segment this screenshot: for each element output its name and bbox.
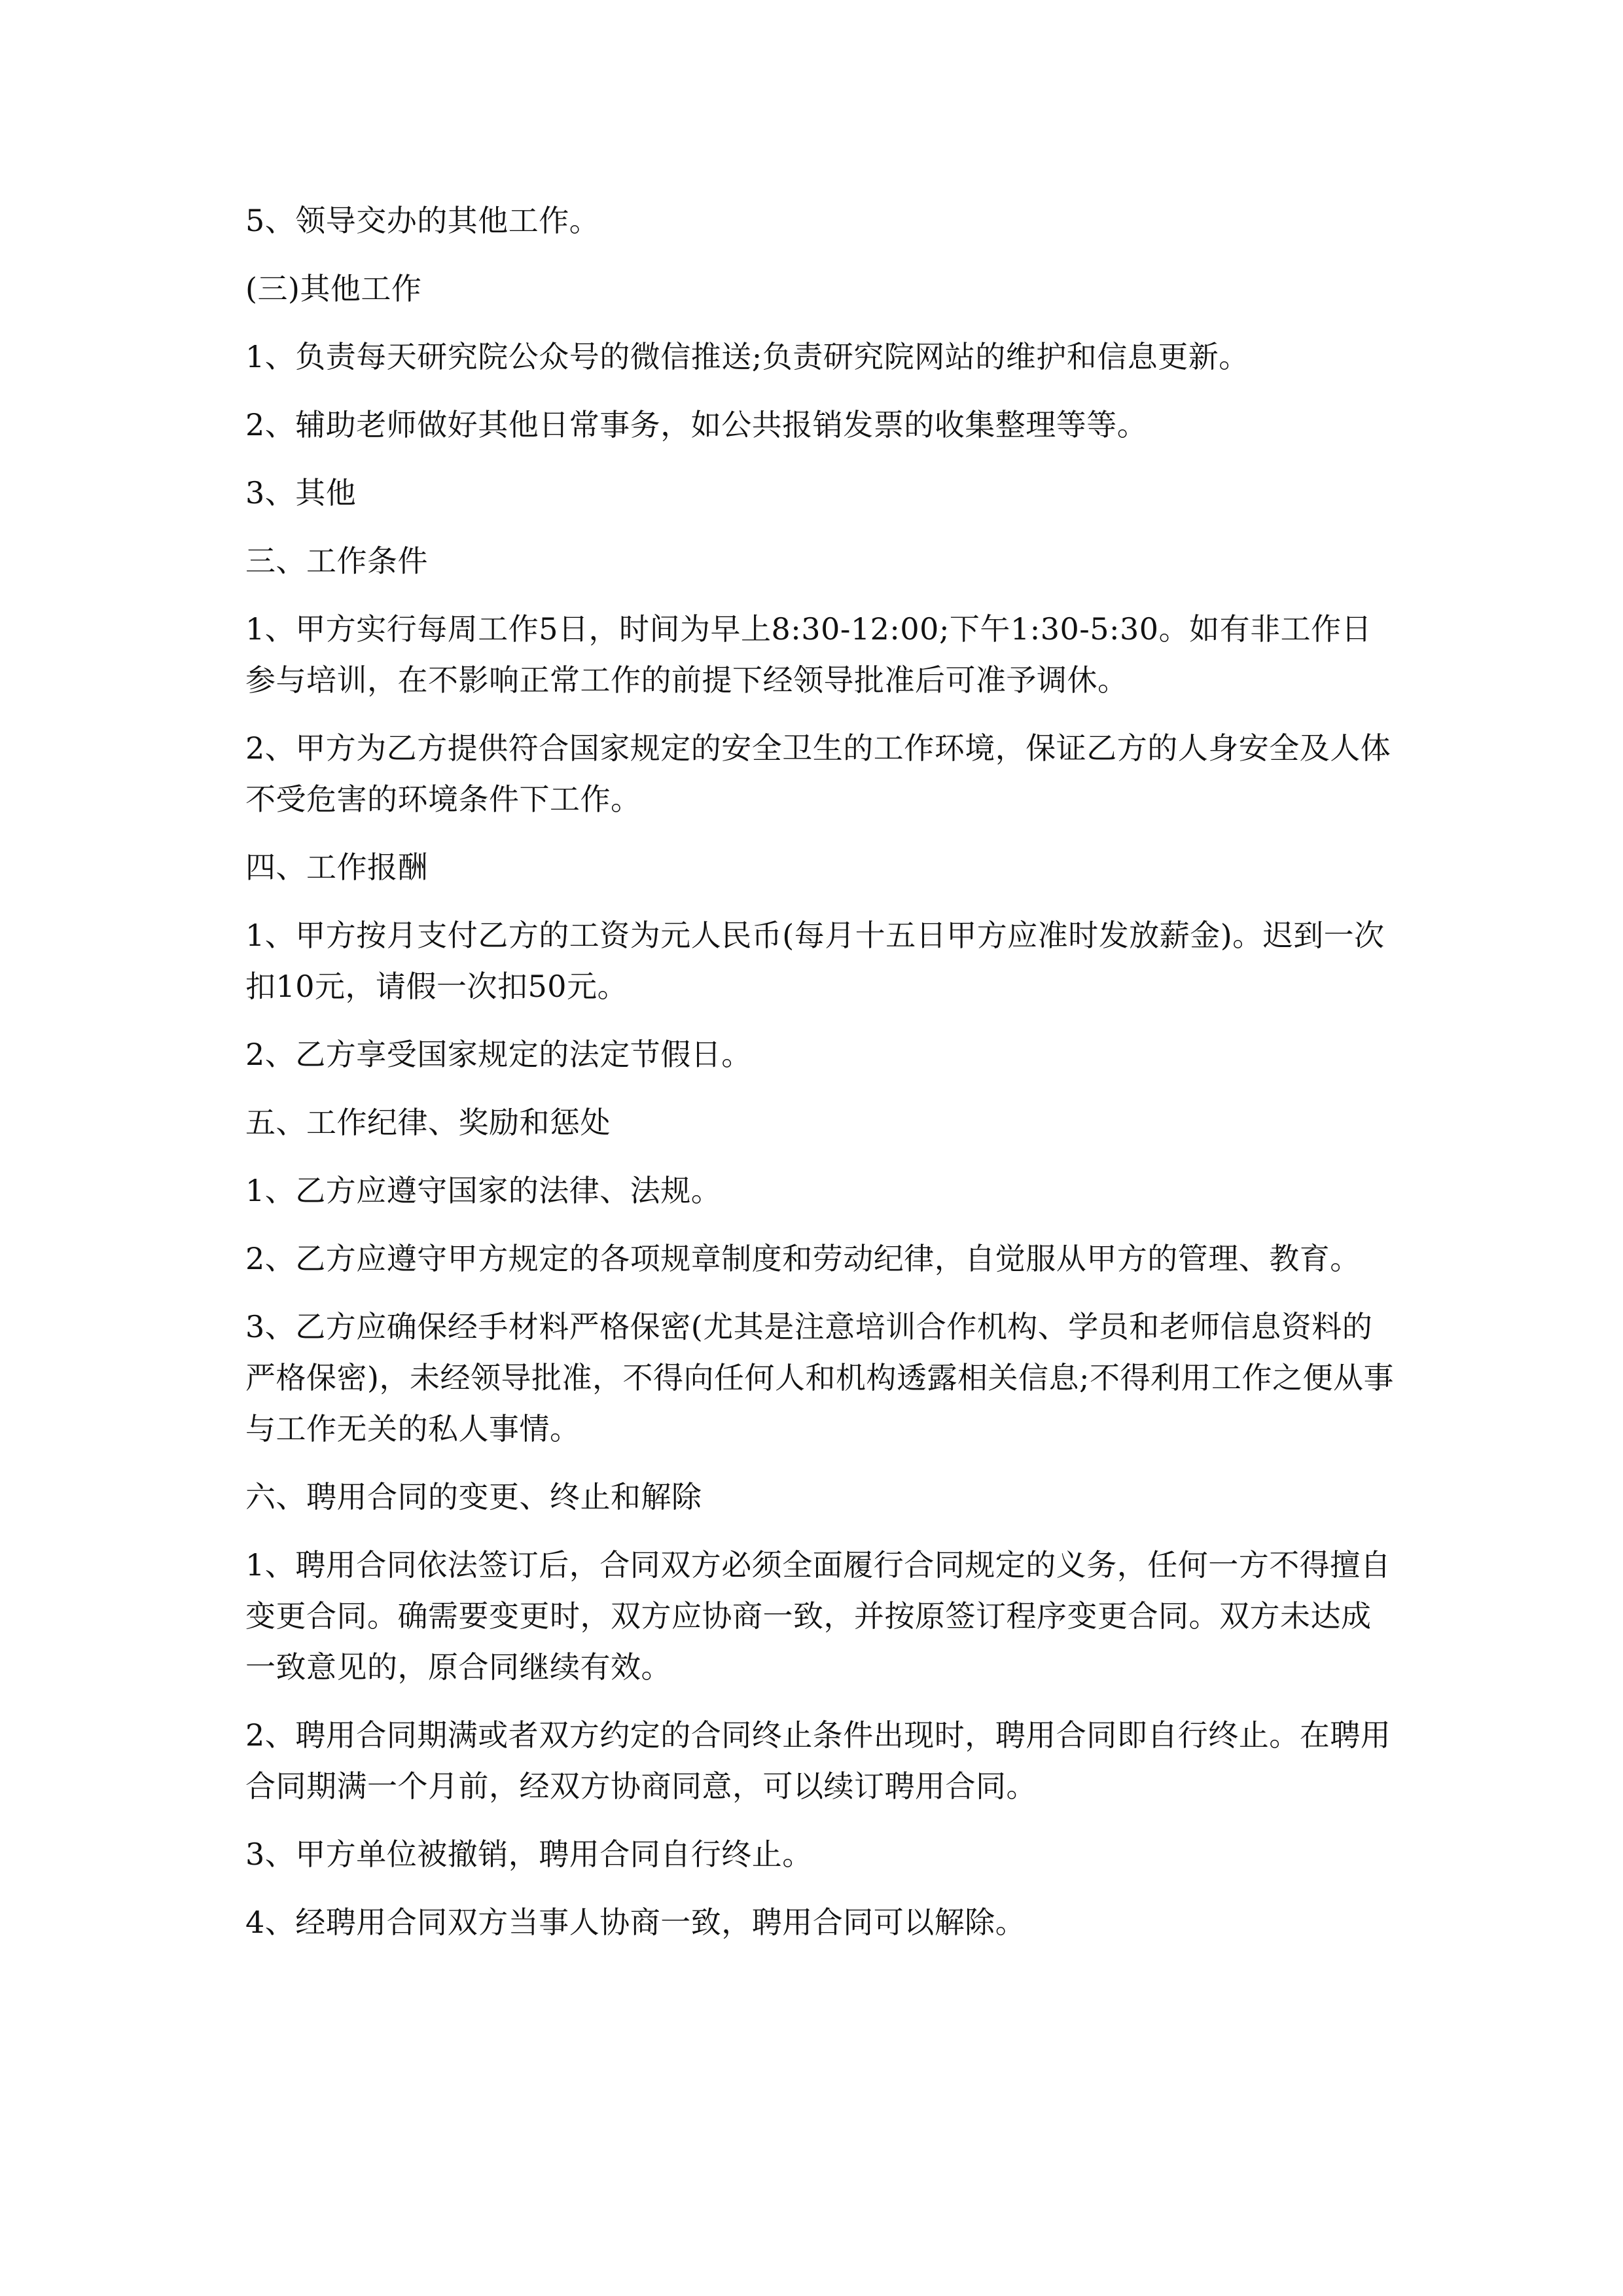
paragraph-other: 3、其他 — [245, 475, 357, 511]
section-heading-contract-changes: 六、聘用合同的变更、终止和解除 — [245, 1479, 702, 1515]
section-heading-remuneration: 四、工作报酬 — [245, 850, 428, 885]
paragraph-holidays: 2、乙方享受国家规定的法定节假日。 — [245, 1037, 752, 1072]
paragraph-contract-expiry: 2、聘用合同期满或者双方约定的合同终止条件出现时，聘用合同即自行终止。在聘用合同期满一个月前，经双方协商同意，可以续订聘用合同。 — [245, 1717, 1391, 1804]
paragraph-mutual-termination: 4、经聘用合同双方当事人协商一致，聘用合同可以解除。 — [245, 1905, 1026, 1940]
paragraph-confidentiality: 3、乙方应确保经手材料严格保密(尤其是注意培训合作机构、学员和老师信息资料的严格保密)，未经领导批准，不得向任何人和机构透露相关信息;不得利用工作之便从事与工作无关的私人事情。 — [245, 1309, 1394, 1446]
paragraph-unit-revoked: 3、甲方单位被撤销，聘用合同自行终止。 — [245, 1837, 813, 1872]
paragraph-work-hours: 1、甲方实行每周工作5日，时间为早上8:30-12:00;下午1:30-5:30。如有非工作日参与培训，在不影响正常工作的前提下经领导批准后可准予调休。 — [245, 611, 1372, 698]
paragraph-contract-change: 1、聘用合同依法签订后，合同双方必须全面履行合同规定的义务，任何一方不得擅自变更合同。确需要变更时，双方应协商一致，并按原签订程序变更合同。双方未达成一致意见的，原合同继续有效。 — [245, 1547, 1391, 1685]
paragraph-assist-teachers: 2、辅助老师做好其他日常事务，如公共报销发票的收集整理等等。 — [245, 407, 1148, 442]
paragraph-wechat-website: 1、负责每天研究院公众号的微信推送;负责研究院网站的维护和信息更新。 — [245, 339, 1249, 374]
paragraph-safe-environment: 2、甲方为乙方提供符合国家规定的安全卫生的工作环境，保证乙方的人身安全及人体不受危害的环境条件下工作。 — [245, 730, 1391, 817]
paragraph-item-5-other-tasks: 5、领导交办的其他工作。 — [245, 203, 600, 238]
section-heading-discipline: 五、工作纪律、奖励和惩处 — [245, 1105, 611, 1140]
section-heading-work-conditions: 三、工作条件 — [245, 543, 428, 579]
paragraph-obey-laws: 1、乙方应遵守国家的法律、法规。 — [245, 1173, 722, 1208]
section-heading-other-work: (三)其他工作 — [245, 271, 422, 306]
paragraph-obey-rules: 2、乙方应遵守甲方规定的各项规章制度和劳动纪律，自觉服从甲方的管理、教育。 — [245, 1241, 1361, 1276]
paragraph-salary: 1、甲方按月支付乙方的工资为元人民币(每月十五日甲方应准时发放薪金)。迟到一次扣10元，请假一次扣50元。 — [245, 918, 1385, 1004]
document-body — [245, 195, 1397, 1965]
